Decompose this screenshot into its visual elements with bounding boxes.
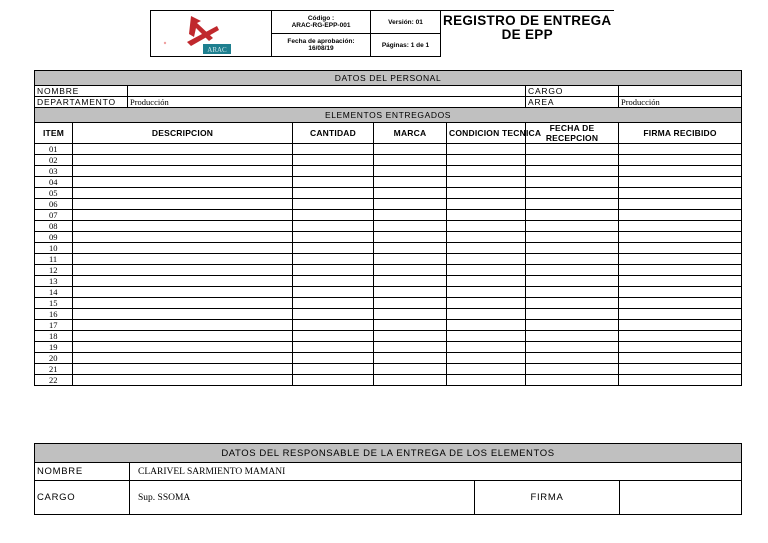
cell-firma-recibido[interactable]	[619, 188, 742, 199]
cell-cantidad[interactable]	[293, 254, 374, 265]
cell-condicion-tecnica[interactable]	[447, 265, 526, 276]
item-row	[35, 287, 742, 298]
cell-descripcion[interactable]	[73, 221, 293, 232]
cell-firma-recibido[interactable]	[619, 265, 742, 276]
cell-cantidad[interactable]	[293, 232, 374, 243]
cell-firma-recibido[interactable]	[619, 144, 742, 155]
section-datos-personal: DATOS DEL PERSONAL	[35, 71, 742, 86]
cell-firma-recibido[interactable]	[619, 342, 742, 353]
cell-marca[interactable]	[374, 232, 447, 243]
cell-condicion-tecnica[interactable]	[447, 276, 526, 287]
item-row	[35, 254, 742, 265]
cell-condicion-tecnica[interactable]	[447, 155, 526, 166]
cell-cantidad[interactable]	[293, 353, 374, 364]
cell-fecha-recepcion[interactable]	[526, 276, 619, 287]
resp-nombre-field[interactable]: CLARIVEL SARMIENTO MAMANI	[130, 463, 742, 481]
item-row	[35, 364, 742, 375]
item-number: 22	[35, 375, 73, 386]
item-number: 21	[35, 364, 73, 375]
title-line-2: DE EPP	[501, 27, 553, 42]
item-number: 17	[35, 320, 73, 331]
resp-cargo-field[interactable]: Sup. SSOMA	[130, 481, 475, 515]
cell-descripcion[interactable]	[73, 254, 293, 265]
cell-descripcion[interactable]	[73, 177, 293, 188]
cell-condicion-tecnica[interactable]	[447, 243, 526, 254]
item-number: 05	[35, 188, 73, 199]
cell-descripcion[interactable]	[73, 243, 293, 254]
cell-firma-recibido[interactable]	[619, 375, 742, 386]
col-marca: MARCA	[374, 123, 447, 144]
form-table	[34, 70, 742, 386]
cell-condicion-tecnica[interactable]	[447, 188, 526, 199]
cell-firma-recibido[interactable]	[619, 254, 742, 265]
cell-fecha-recepcion[interactable]	[526, 177, 619, 188]
col-descripcion: DESCRIPCION	[73, 123, 293, 144]
item-row	[35, 353, 742, 364]
firma-label: FIRMA	[475, 481, 620, 515]
cell-marca[interactable]	[374, 331, 447, 342]
item-row	[35, 166, 742, 177]
item-row	[35, 342, 742, 353]
cell-firma-recibido[interactable]	[619, 320, 742, 331]
item-row	[35, 243, 742, 254]
cell-firma-recibido[interactable]	[619, 210, 742, 221]
item-row	[35, 221, 742, 232]
item-row	[35, 210, 742, 221]
cell-marca[interactable]	[374, 177, 447, 188]
item-number: 06	[35, 199, 73, 210]
item-number: 16	[35, 309, 73, 320]
approval-date: 16/08/19	[308, 45, 334, 52]
item-number: 08	[35, 221, 73, 232]
cell-marca[interactable]	[374, 243, 447, 254]
responsable-table	[34, 443, 742, 515]
cell-marca[interactable]	[374, 166, 447, 177]
item-number: 02	[35, 155, 73, 166]
cell-cantidad[interactable]	[293, 364, 374, 375]
cell-cantidad[interactable]	[293, 155, 374, 166]
cell-cantidad[interactable]	[293, 298, 374, 309]
cell-cantidad[interactable]	[293, 243, 374, 254]
cell-condicion-tecnica[interactable]	[447, 364, 526, 375]
item-row	[35, 320, 742, 331]
cell-condicion-tecnica[interactable]	[447, 331, 526, 342]
col-cantidad: CANTIDAD	[293, 123, 374, 144]
code-label: Código :	[307, 15, 335, 22]
cell-fecha-recepcion[interactable]	[526, 254, 619, 265]
col-firma-recibido: FIRMA RECIBIDO	[619, 123, 742, 144]
item-number: 09	[35, 232, 73, 243]
cell-fecha-recepcion[interactable]	[526, 375, 619, 386]
cell-fecha-recepcion[interactable]	[526, 309, 619, 320]
cell-cantidad[interactable]	[293, 221, 374, 232]
approval-cell	[272, 34, 371, 57]
cell-marca[interactable]	[374, 221, 447, 232]
logo-cell	[151, 11, 272, 57]
cell-condicion-tecnica[interactable]	[447, 199, 526, 210]
cell-condicion-tecnica[interactable]	[447, 298, 526, 309]
item-rows	[35, 144, 742, 386]
cell-condicion-tecnica[interactable]	[447, 177, 526, 188]
cell-condicion-tecnica[interactable]	[447, 375, 526, 386]
cell-descripcion[interactable]	[73, 265, 293, 276]
approval-label: Fecha de aprobación:	[287, 38, 355, 45]
cargo-field[interactable]	[619, 86, 742, 97]
cell-descripcion[interactable]	[73, 320, 293, 331]
code-value: ARAC-RG-EPP-001	[291, 22, 351, 29]
nombre-label: NOMBRE	[35, 86, 128, 97]
item-row	[35, 265, 742, 276]
firma-field[interactable]	[620, 481, 742, 515]
cell-condicion-tecnica[interactable]	[447, 353, 526, 364]
cell-firma-recibido[interactable]	[619, 298, 742, 309]
cell-descripcion[interactable]	[73, 166, 293, 177]
item-row	[35, 144, 742, 155]
cell-cantidad[interactable]	[293, 166, 374, 177]
item-row	[35, 309, 742, 320]
cell-condicion-tecnica[interactable]	[447, 254, 526, 265]
item-number: 15	[35, 298, 73, 309]
cell-cantidad[interactable]	[293, 287, 374, 298]
cell-descripcion[interactable]	[73, 210, 293, 221]
cell-descripcion[interactable]	[73, 144, 293, 155]
cell-cantidad[interactable]	[293, 199, 374, 210]
item-number: 03	[35, 166, 73, 177]
cell-marca[interactable]	[374, 375, 447, 386]
cell-fecha-recepcion[interactable]	[526, 155, 619, 166]
cell-marca[interactable]	[374, 155, 447, 166]
code-cell	[272, 11, 371, 34]
nombre-field[interactable]	[128, 86, 526, 97]
cell-fecha-recepcion[interactable]	[526, 298, 619, 309]
item-row	[35, 177, 742, 188]
cell-descripcion[interactable]	[73, 331, 293, 342]
item-number: 01	[35, 144, 73, 155]
cell-fecha-recepcion[interactable]	[526, 188, 619, 199]
cell-descripcion[interactable]	[73, 309, 293, 320]
cell-marca[interactable]	[374, 309, 447, 320]
cell-cantidad[interactable]	[293, 210, 374, 221]
item-number: 20	[35, 353, 73, 364]
cell-fecha-recepcion[interactable]	[526, 342, 619, 353]
cell-firma-recibido[interactable]	[619, 232, 742, 243]
cell-fecha-recepcion[interactable]	[526, 364, 619, 375]
cell-marca[interactable]	[374, 320, 447, 331]
cell-descripcion[interactable]	[73, 353, 293, 364]
cell-firma-recibido[interactable]	[619, 221, 742, 232]
cell-descripcion[interactable]	[73, 364, 293, 375]
item-number: 11	[35, 254, 73, 265]
cell-marca[interactable]	[374, 342, 447, 353]
cell-condicion-tecnica[interactable]	[447, 287, 526, 298]
cell-cantidad[interactable]	[293, 144, 374, 155]
cell-cantidad[interactable]	[293, 265, 374, 276]
cell-marca[interactable]	[374, 199, 447, 210]
cell-fecha-recepcion[interactable]	[526, 265, 619, 276]
cell-firma-recibido[interactable]	[619, 177, 742, 188]
item-number: 07	[35, 210, 73, 221]
cell-condicion-tecnica[interactable]	[447, 144, 526, 155]
cell-descripcion[interactable]	[73, 188, 293, 199]
item-number: 19	[35, 342, 73, 353]
cell-descripcion[interactable]	[73, 232, 293, 243]
item-row	[35, 199, 742, 210]
cell-fecha-recepcion[interactable]	[526, 221, 619, 232]
cell-firma-recibido[interactable]	[619, 276, 742, 287]
section-responsable: DATOS DEL RESPONSABLE DE LA ENTREGA DE LOS ELEMENTOS	[35, 444, 742, 463]
cell-firma-recibido[interactable]	[619, 243, 742, 254]
cell-descripcion[interactable]	[73, 287, 293, 298]
cell-marca[interactable]	[374, 364, 447, 375]
departamento-label: DEPARTAMENTO	[35, 97, 128, 108]
cell-fecha-recepcion[interactable]	[526, 320, 619, 331]
cell-fecha-recepcion[interactable]	[526, 243, 619, 254]
cell-firma-recibido[interactable]	[619, 155, 742, 166]
cell-fecha-recepcion[interactable]	[526, 210, 619, 221]
cell-firma-recibido[interactable]	[619, 331, 742, 342]
item-number: 18	[35, 331, 73, 342]
arac-logo	[153, 12, 253, 56]
col-fecha-recepcion: FECHA DE RECEPCION	[526, 123, 619, 144]
cell-condicion-tecnica[interactable]	[447, 320, 526, 331]
cell-descripcion[interactable]	[73, 199, 293, 210]
cell-marca[interactable]	[374, 144, 447, 155]
logo-text: ARAC	[207, 45, 227, 54]
cell-marca[interactable]	[374, 353, 447, 364]
cell-fecha-recepcion[interactable]	[526, 166, 619, 177]
item-row	[35, 298, 742, 309]
cell-fecha-recepcion[interactable]	[526, 331, 619, 342]
item-row	[35, 375, 742, 386]
title-line-1: REGISTRO DE ENTREGA	[443, 13, 612, 28]
item-row	[35, 188, 742, 199]
item-number: 14	[35, 287, 73, 298]
cell-cantidad[interactable]	[293, 309, 374, 320]
cell-cantidad[interactable]	[293, 320, 374, 331]
cell-firma-recibido[interactable]	[619, 287, 742, 298]
cell-descripcion[interactable]	[73, 342, 293, 353]
cell-condicion-tecnica[interactable]	[447, 232, 526, 243]
cell-descripcion[interactable]	[73, 375, 293, 386]
cell-fecha-recepcion[interactable]	[526, 232, 619, 243]
cell-descripcion[interactable]	[73, 298, 293, 309]
version: Versión: 01	[371, 11, 441, 34]
cell-cantidad[interactable]	[293, 188, 374, 199]
cell-marca[interactable]	[374, 287, 447, 298]
resp-cargo-label: CARGO	[35, 481, 130, 515]
departamento-field[interactable]: Producción	[128, 97, 526, 108]
cell-marca[interactable]	[374, 210, 447, 221]
cell-fecha-recepcion[interactable]	[526, 353, 619, 364]
item-number: 13	[35, 276, 73, 287]
cell-fecha-recepcion[interactable]	[526, 287, 619, 298]
area-field[interactable]: Producción	[619, 97, 742, 108]
cell-marca[interactable]	[374, 265, 447, 276]
cell-firma-recibido[interactable]	[619, 166, 742, 177]
pages: Páginas: 1 de 1	[371, 34, 441, 57]
item-row	[35, 232, 742, 243]
cell-descripcion[interactable]	[73, 155, 293, 166]
cell-cantidad[interactable]	[293, 177, 374, 188]
cell-condicion-tecnica[interactable]	[447, 309, 526, 320]
cell-firma-recibido[interactable]	[619, 199, 742, 210]
item-number: 12	[35, 265, 73, 276]
cell-fecha-recepcion[interactable]	[526, 199, 619, 210]
resp-nombre-label: NOMBRE	[35, 463, 130, 481]
title-cell	[441, 11, 614, 57]
cell-firma-recibido[interactable]	[619, 364, 742, 375]
item-row	[35, 331, 742, 342]
cell-fecha-recepcion[interactable]	[526, 144, 619, 155]
cargo-label: CARGO	[526, 86, 619, 97]
cell-marca[interactable]	[374, 276, 447, 287]
cell-descripcion[interactable]	[73, 276, 293, 287]
cell-cantidad[interactable]	[293, 342, 374, 353]
col-item: ITEM	[35, 123, 73, 144]
cell-cantidad[interactable]	[293, 276, 374, 287]
cell-cantidad[interactable]	[293, 331, 374, 342]
cell-condicion-tecnica[interactable]	[447, 342, 526, 353]
cell-marca[interactable]	[374, 254, 447, 265]
item-row	[35, 276, 742, 287]
section-elementos-entregados: ELEMENTOS ENTREGADOS	[35, 108, 742, 123]
item-number: 10	[35, 243, 73, 254]
cell-firma-recibido[interactable]	[619, 353, 742, 364]
cell-cantidad[interactable]	[293, 375, 374, 386]
area-label: AREA	[526, 97, 619, 108]
cell-condicion-tecnica[interactable]	[447, 166, 526, 177]
col-condicion-tecnica: CONDICION TECNICA	[447, 123, 526, 144]
item-row	[35, 155, 742, 166]
document-header	[150, 10, 614, 57]
cell-marca[interactable]	[374, 298, 447, 309]
item-number: 04	[35, 177, 73, 188]
cell-condicion-tecnica[interactable]	[447, 221, 526, 232]
cell-firma-recibido[interactable]	[619, 309, 742, 320]
cell-condicion-tecnica[interactable]	[447, 210, 526, 221]
cell-marca[interactable]	[374, 188, 447, 199]
